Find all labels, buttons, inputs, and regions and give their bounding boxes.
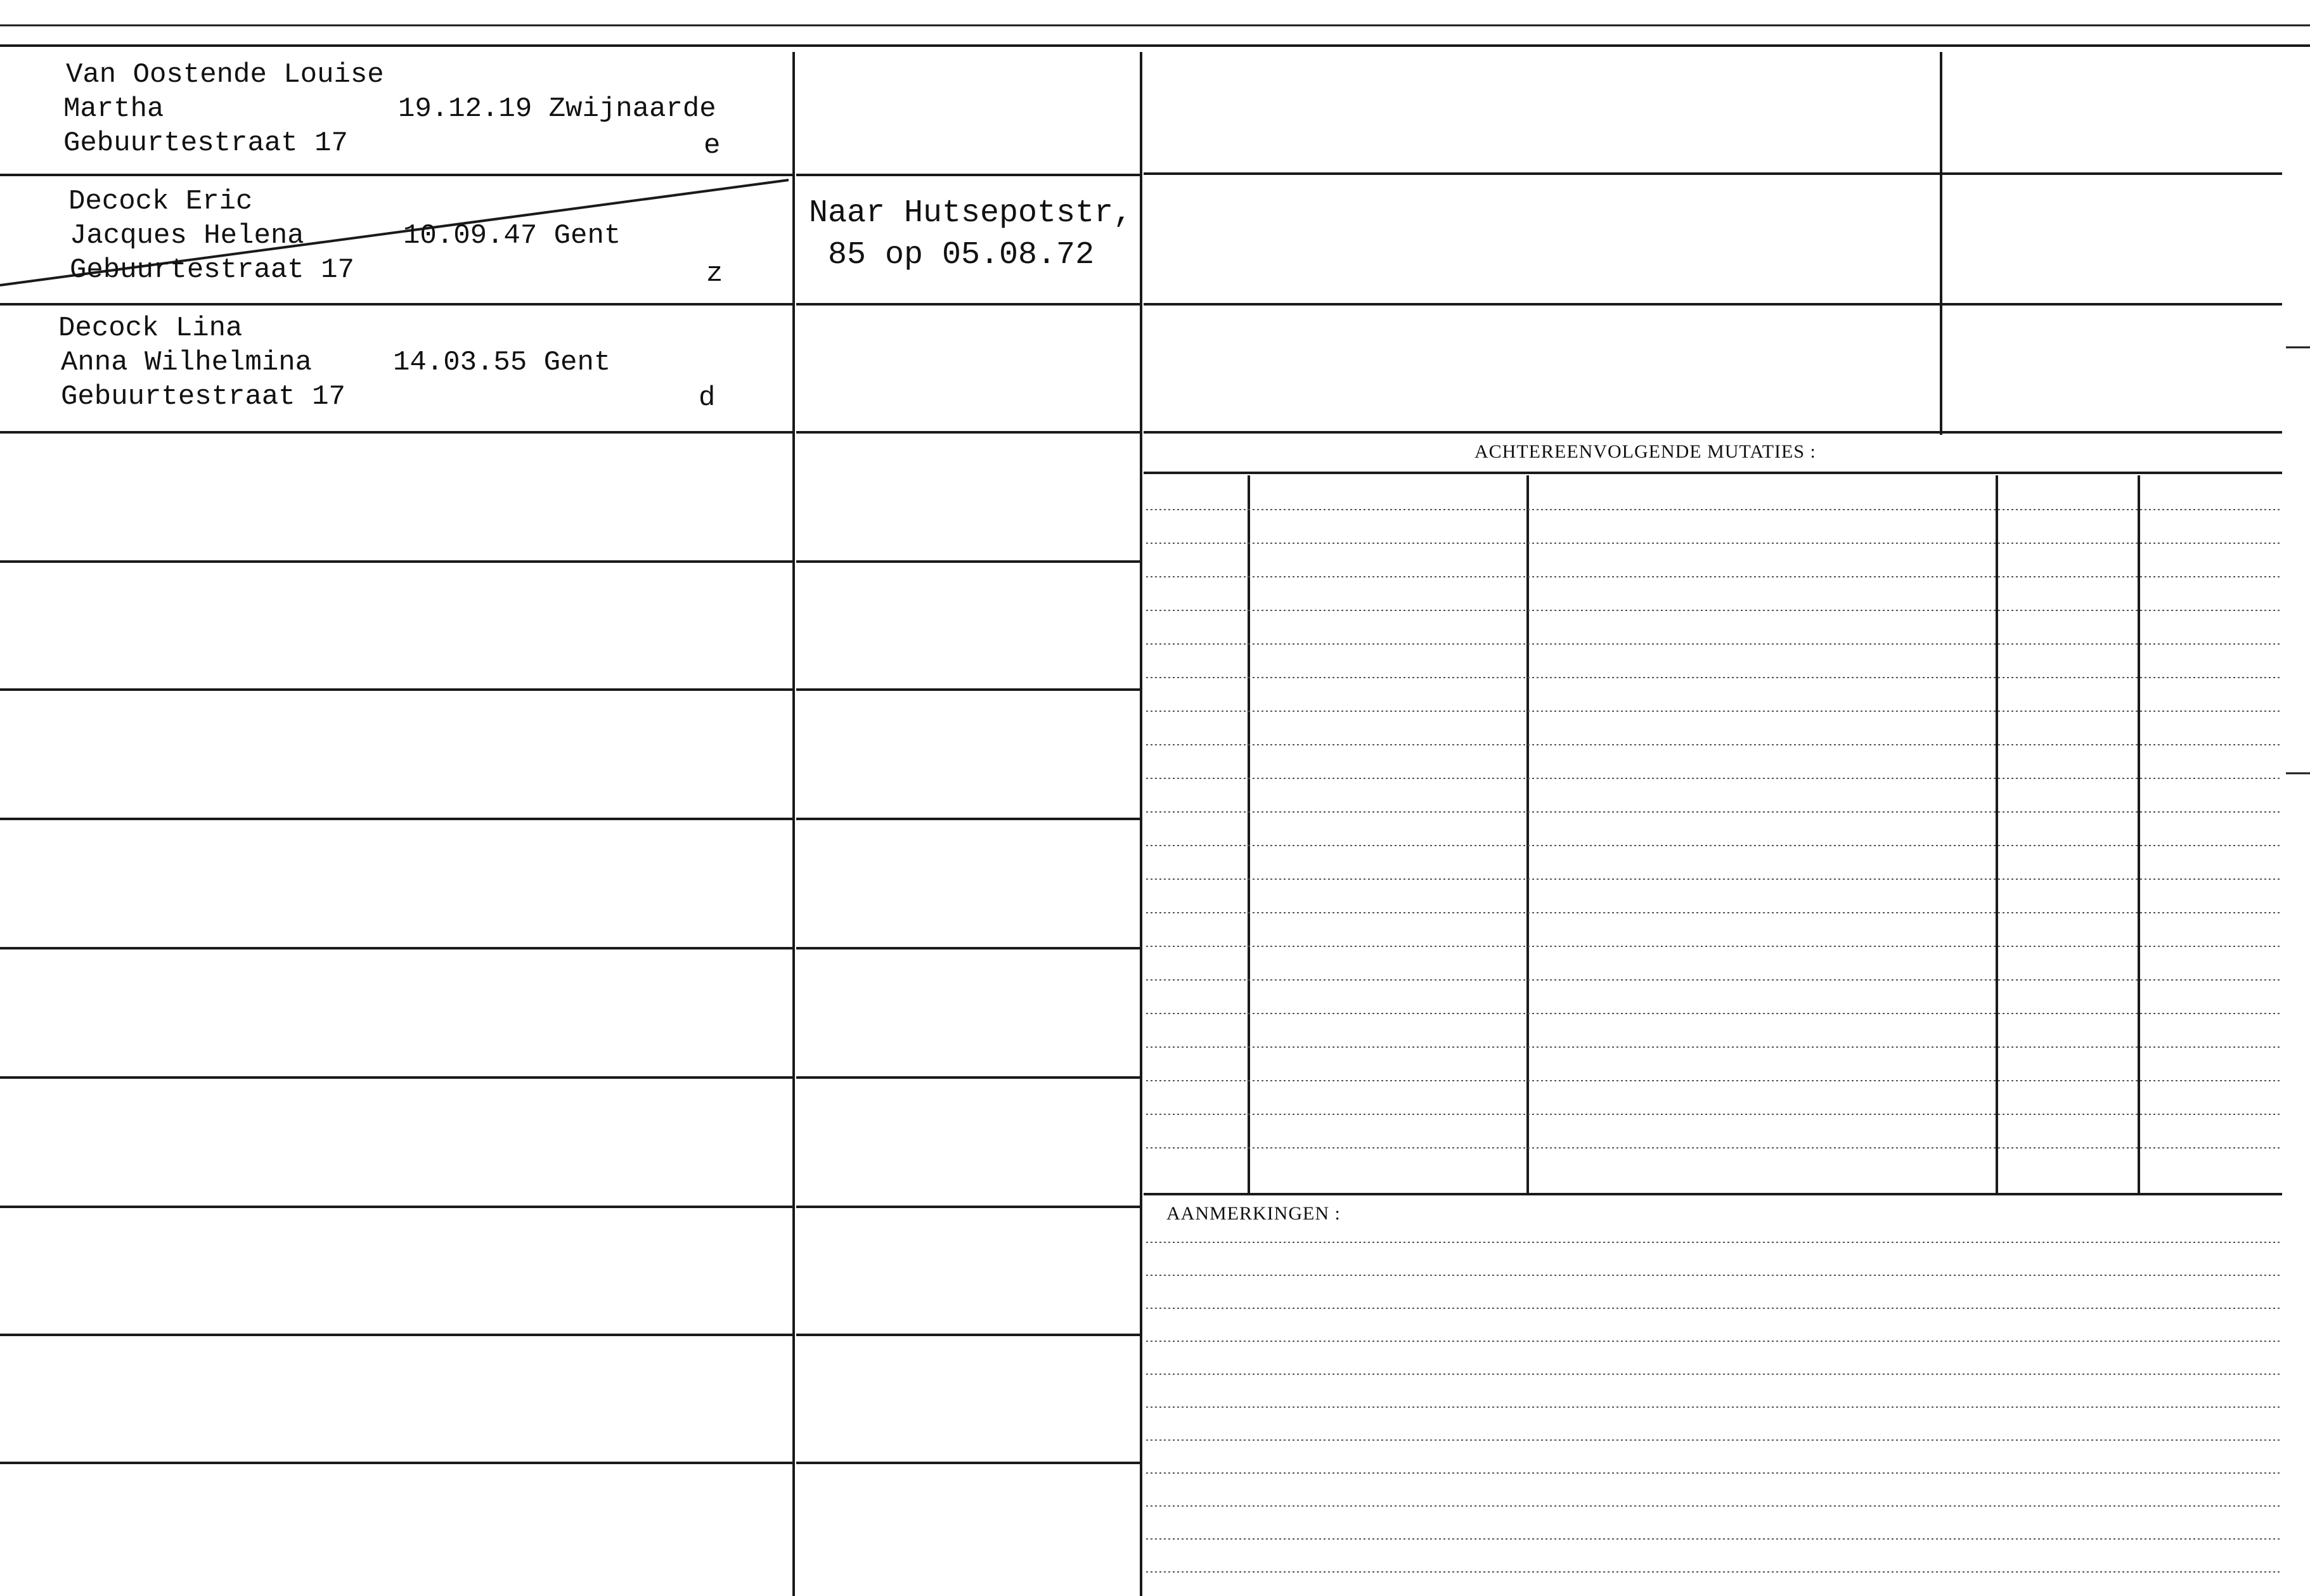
entry-1-name-line2: Martha [63, 93, 164, 125]
entry-1-address: Gebuurtestraat 17 [63, 127, 348, 159]
entry-1-code: e [704, 130, 721, 162]
entry-3-name-line2: Anna Wilhelmina [61, 347, 313, 378]
entry-2-birth: 10.09.47 Gent [403, 220, 621, 252]
aanmerkingen-header: AANMERKINGEN : [1166, 1203, 1341, 1224]
mutaties-table-grid [1144, 473, 2282, 1194]
right-top-row-lines [1144, 174, 2282, 432]
entry-2-note-line1: Naar Hutsepotstr, [809, 195, 1133, 231]
middle-row-lines [796, 175, 1141, 1463]
entry-3-code: d [699, 382, 716, 414]
entry-1-birth: 19.12.19 Zwijnaarde [398, 93, 716, 125]
entry-2-note-line2: 85 op 05.08.72 [828, 237, 1095, 273]
entry-1-name-line1: Van Oostende Louise [66, 59, 384, 91]
entry-3-address: Gebuurtestraat 17 [61, 381, 345, 413]
entry-3-name-line1: Decock Lina [58, 312, 243, 344]
entry-3-birth: 14.03.55 Gent [393, 347, 611, 378]
mutaties-header: ACHTEREENVOLGENDE MUTATIES : [1474, 441, 1816, 462]
entry-2-address: Gebuurtestraat 17 [70, 254, 354, 286]
aanmerkingen-dotted-lines [1146, 1242, 2281, 1572]
mutaties-dotted-lines [1146, 510, 2281, 1148]
entry-2-code: z [706, 258, 723, 290]
entry-2-name-line2: Jacques Helena [70, 220, 304, 252]
entry-2-name-line1: Decock Eric [68, 186, 253, 217]
